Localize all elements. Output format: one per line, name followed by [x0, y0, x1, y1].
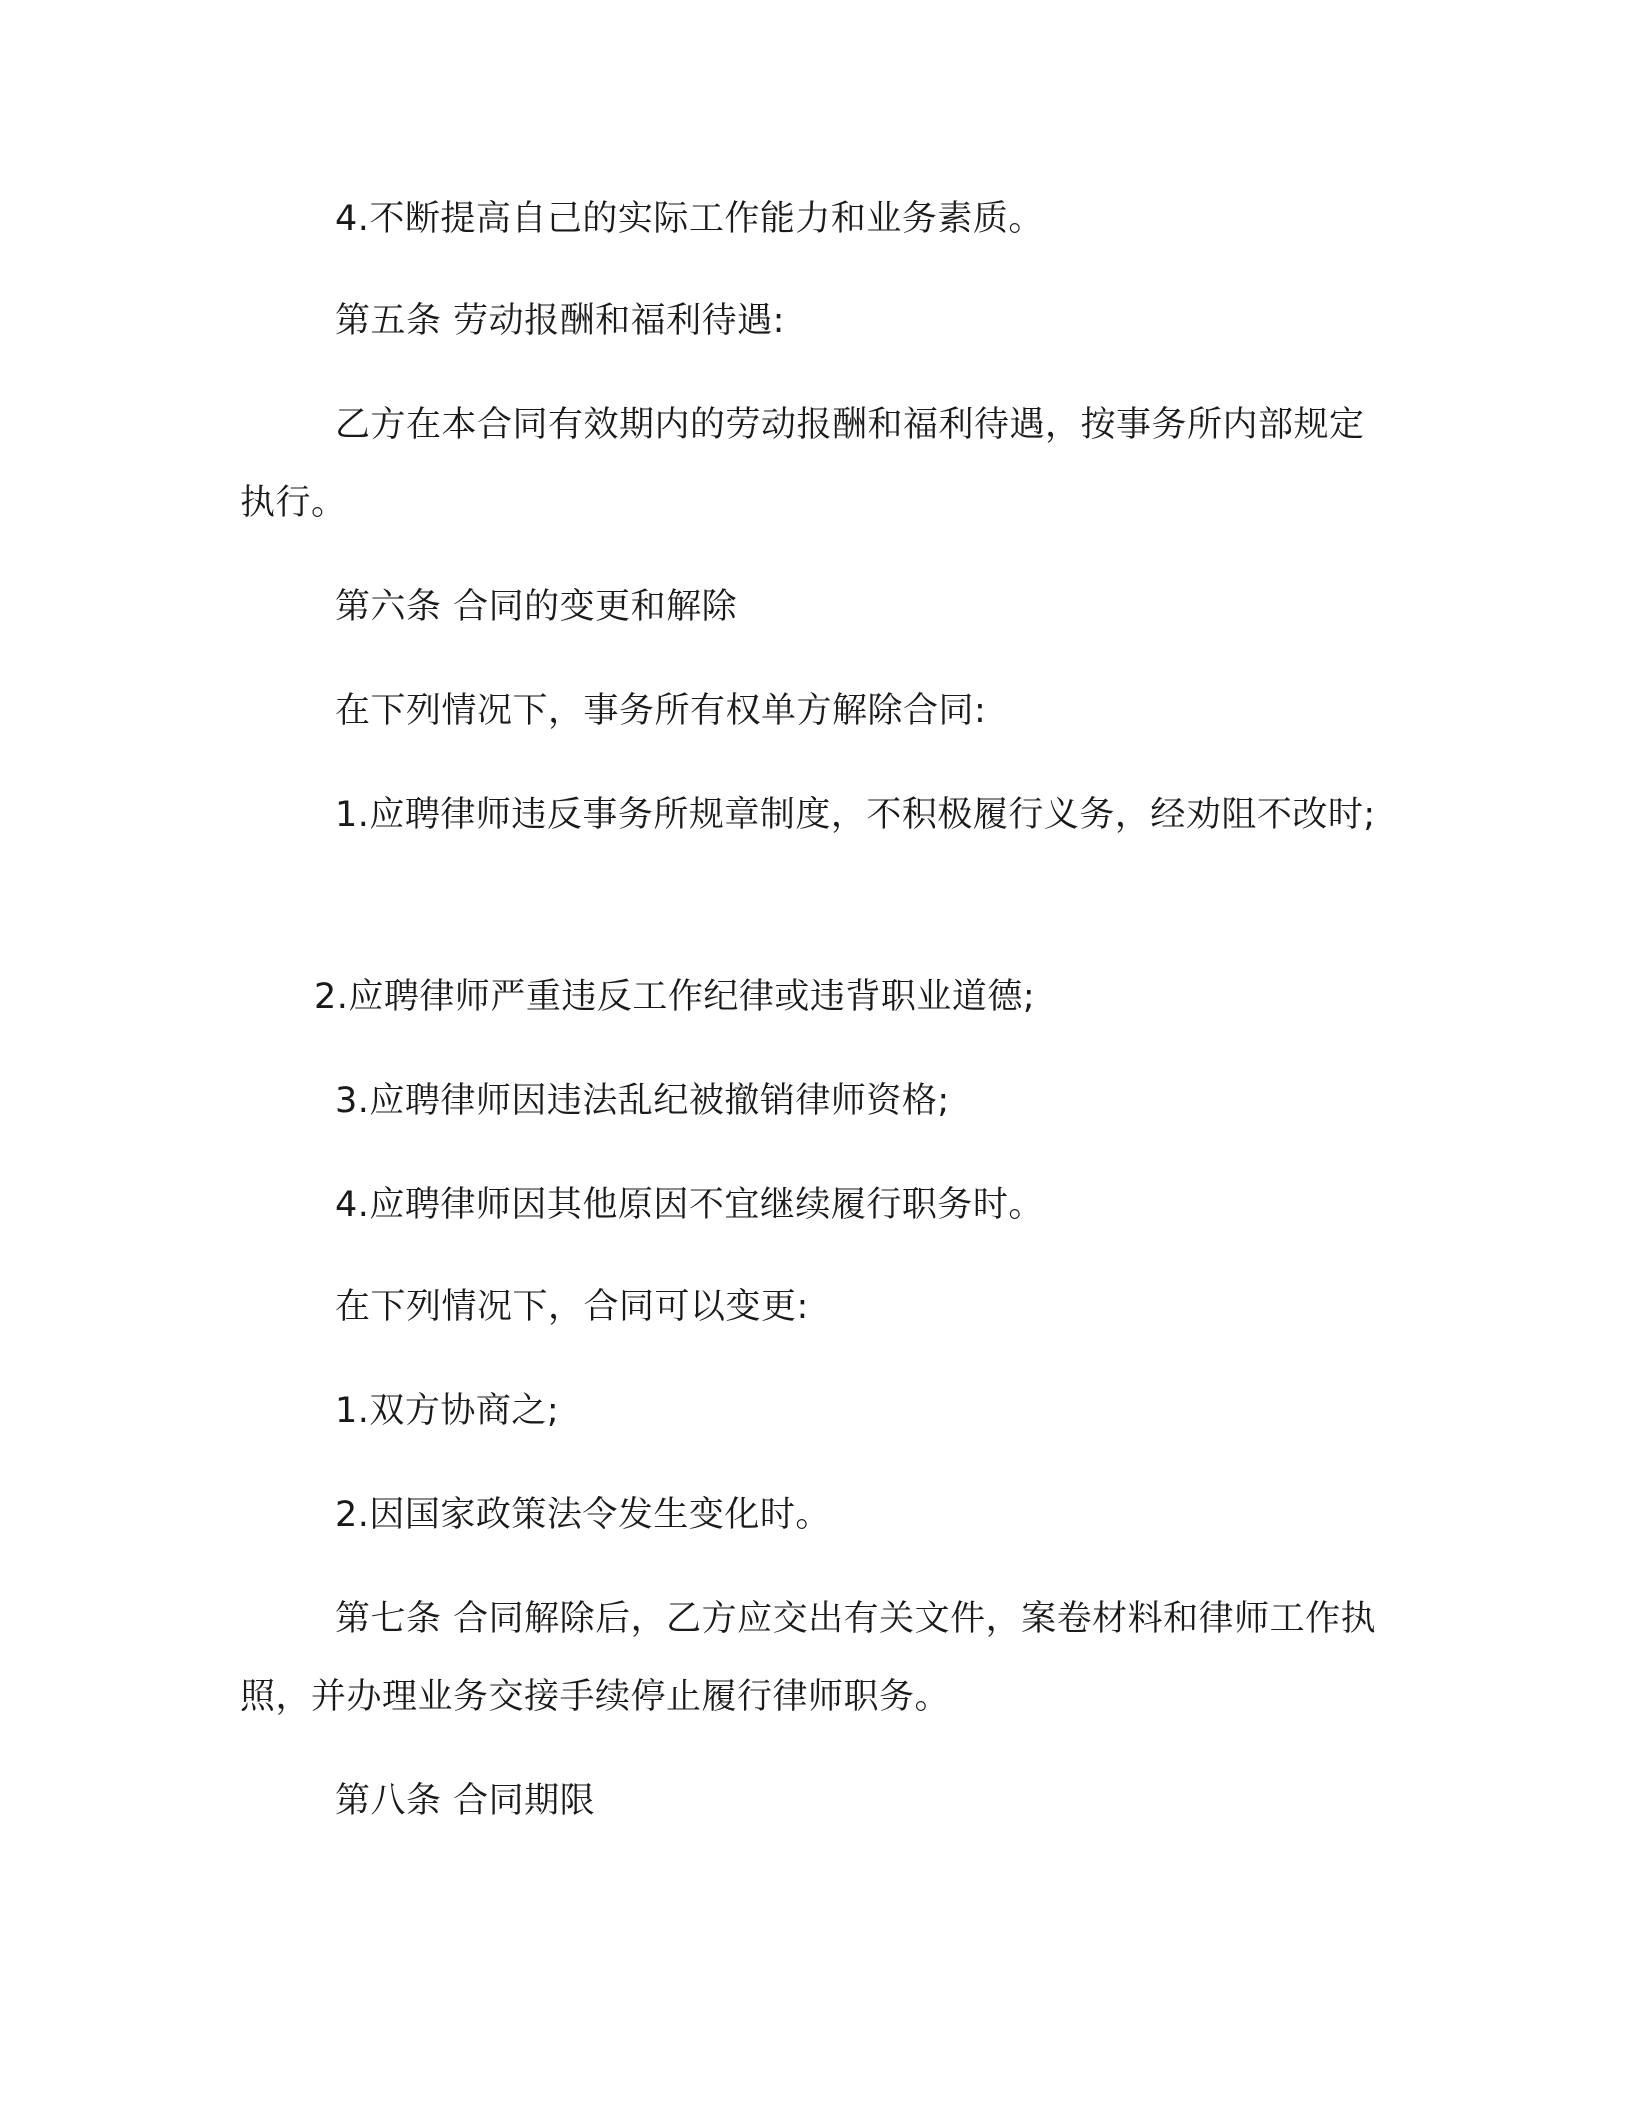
- list-item-termination-4: 4.应聘律师因其他原因不宜继续履行职务时。: [335, 1185, 1044, 1225]
- list-item-change-1: 1.双方协商之;: [335, 1391, 560, 1431]
- section-heading-article-8: 第八条 合同期限: [335, 1781, 596, 1821]
- paragraph-change-intro: 在下列情况下，合同可以变更:: [335, 1287, 809, 1327]
- list-item-termination-2: 2.应聘律师严重违反工作纪律或违背职业道德;: [314, 977, 1036, 1017]
- section-article-7: 第七条 合同解除后，乙方应交出有关文件，案卷材料和律师工作执照，并办理业务交接手续停止履行律师职务。: [240, 1599, 1377, 1717]
- list-item-termination-1: 1.应聘律师违反事务所规章制度，不积极履行义务，经劝阻不改时;: [335, 795, 1376, 835]
- section-heading-article-5: 第五条 劳动报酬和福利待遇:: [335, 301, 785, 341]
- section-heading-article-6: 第六条 合同的变更和解除: [335, 587, 738, 627]
- list-item-termination-3: 3.应聘律师因违法乱纪被撤销律师资格;: [335, 1081, 950, 1121]
- paragraph-termination-intro: 在下列情况下，事务所有权单方解除合同:: [335, 691, 987, 731]
- paragraph-1: 4.不断提高自己的实际工作能力和业务素质。: [335, 199, 1044, 239]
- paragraph-remuneration: 乙方在本合同有效期内的劳动报酬和福利待遇，按事务所内部规定执行。: [240, 405, 1365, 523]
- list-item-change-2: 2.因国家政策法令发生变化时。: [335, 1495, 831, 1535]
